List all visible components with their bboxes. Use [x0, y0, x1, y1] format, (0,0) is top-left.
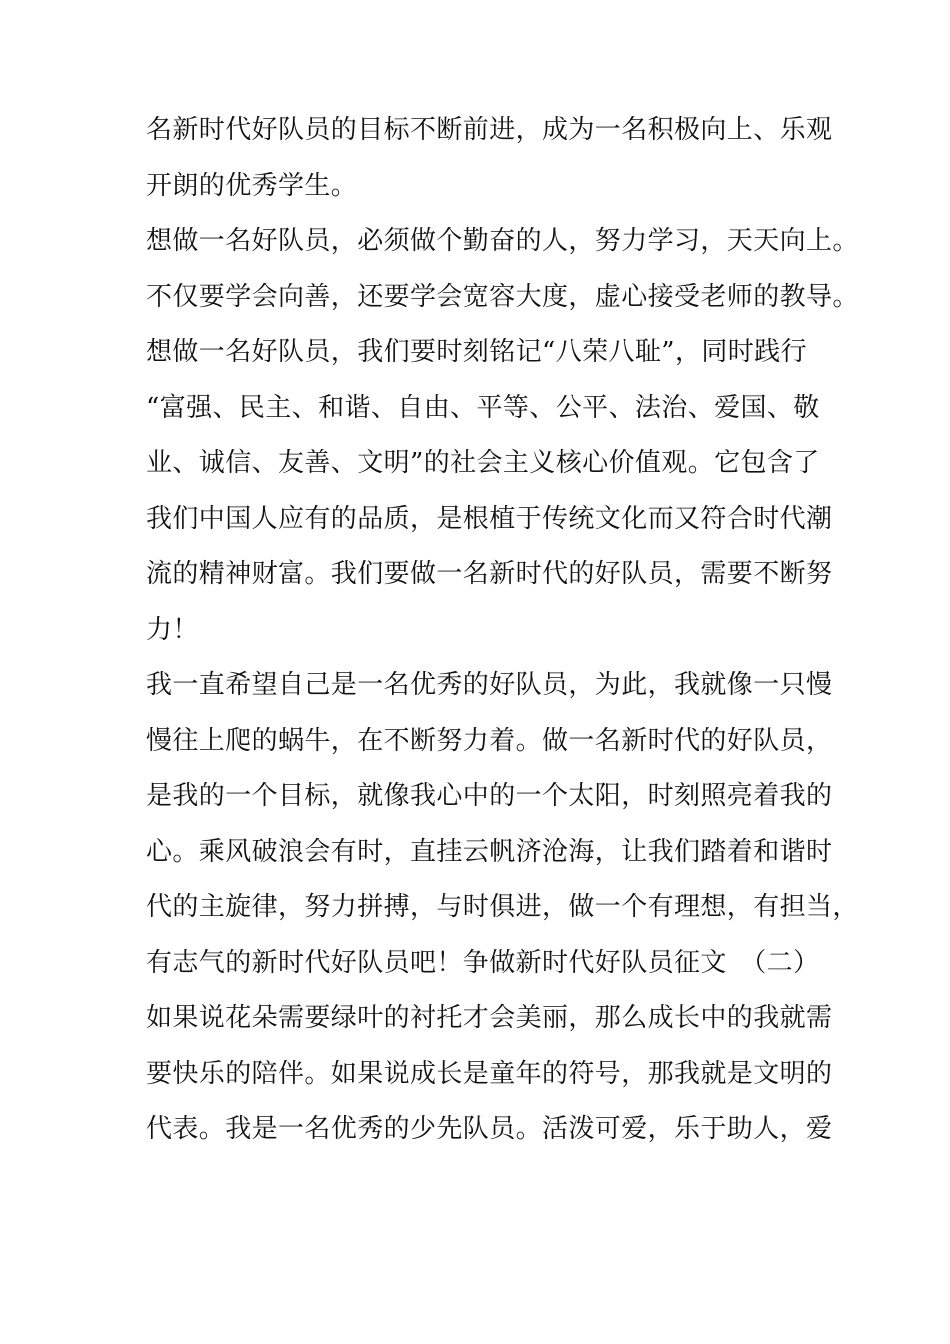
text-line: 要快乐的陪伴。如果说成长是童年的符号，那我就是文明的 — [146, 1058, 833, 1089]
text-line: 业、诚信、友善、文明”的社会主义核心价值观。它包含了 — [146, 448, 820, 478]
text-line: 我一直希望自己是一名优秀的好队员，为此，我就像一只慢 — [146, 670, 833, 700]
text-line: 有志气的新时代好队员吧！争做新时代好队员征文 （二） — [146, 947, 820, 978]
text-line: 如果说花朵需要绿叶的衬托才会美丽，那么成长中的我就需 — [146, 1003, 833, 1033]
text-line: 想做一名好队员，必须做个勤奋的人，努力学习，天天向上。 — [146, 226, 859, 256]
text-line: “富强、民主、和谐、自由、平等、公平、法治、爱国、敬 — [146, 392, 820, 423]
text-line: 开朗的优秀学生。 — [146, 170, 358, 201]
body-text — [146, 103, 859, 1158]
text-line: 流的精神财富。我们要做一名新时代的好队员，需要不断努 — [146, 559, 833, 589]
text-line: 是我的一个目标，就像我心中的一个太阳，时刻照亮着我的 — [146, 781, 833, 811]
text-line: 想做一名好队员，我们要时刻铭记“八荣八耻”，同时践行 — [146, 337, 807, 367]
text-line: 心。乘风破浪会有时，直挂云帆济沧海，让我们踏着和谐时 — [146, 836, 833, 867]
text-line: 名新时代好队员的目标不断前进，成为一名积极向上、乐观 — [146, 115, 833, 145]
text-line: 代的主旋律，努力拼搏，与时俱进，做一个有理想，有担当， — [146, 892, 859, 922]
text-line: 力！ — [146, 614, 199, 645]
text-line: 不仅要学会向善，还要学会宽容大度，虚心接受老师的教导。 — [146, 281, 859, 312]
text-line: 我们中国人应有的品质，是根植于传统文化而又符合时代潮 — [146, 503, 833, 534]
text-line: 代表。我是一名优秀的少先队员。活泼可爱，乐于助人，爱 — [146, 1114, 833, 1144]
text-line: 慢往上爬的蜗牛，在不断努力着。做一名新时代的好队员， — [146, 725, 833, 756]
